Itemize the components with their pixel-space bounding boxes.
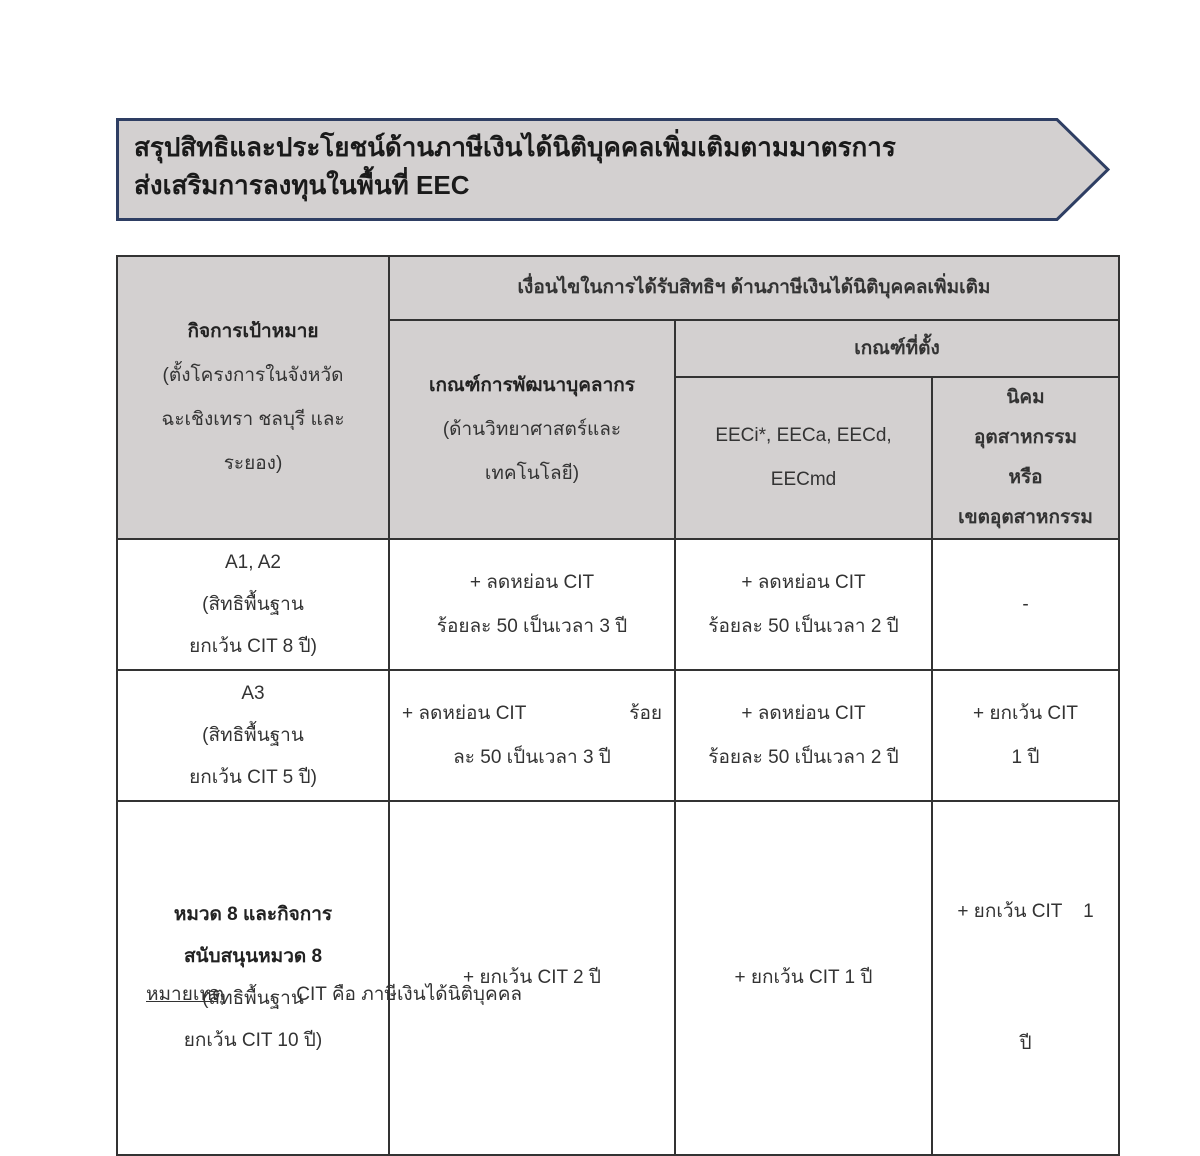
cell-personnel: + ยกเว้น CIT 2 ปี	[389, 801, 675, 1155]
table-row	[117, 670, 1119, 801]
table-row	[117, 539, 1119, 670]
title-banner	[116, 118, 1110, 221]
cell-estate: + ยกเว้น CIT 1 ปี	[932, 801, 1119, 1155]
header-industrial-estate: นิคม อุตสาหกรรม หรือ เขตอุตสาหกรรม	[932, 377, 1119, 539]
cell-target: A1, A2 (สิทธิพื้นฐาน ยกเว้น CIT 8 ปี)	[117, 539, 389, 670]
header-location: เกณฑ์ที่ตั้ง	[675, 320, 1119, 377]
header-eec-zones: EECi*, EECa, EECd, EECmd	[675, 377, 932, 539]
header-personnel-development: เกณฑ์การพัฒนาบุคลากร (ด้านวิทยาศาสตร์และ เทคโนโลยี)	[389, 320, 675, 539]
cell-target: A3 (สิทธิพื้นฐาน ยกเว้น CIT 5 ปี)	[117, 670, 389, 801]
header-row-1	[117, 256, 1119, 320]
title-line-1: สรุปสิทธิและประโยชน์ด้านภาษีเงินได้นิติบุคคลเพิ่มเติมตามมาตรการ	[134, 132, 896, 162]
cell-estate: + ยกเว้น CIT 1 ปี	[932, 670, 1119, 801]
header-conditions: เงื่อนไขในการได้รับสิทธิฯ ด้านภาษีเงินได้นิติบุคคลเพิ่มเติม	[389, 256, 1119, 320]
cell-estate: -	[932, 539, 1119, 670]
footnote-text: CIT คือ ภาษีเงินได้นิติบุคคล	[296, 984, 523, 1005]
cell-personnel: + ลดหย่อน CIT ร้อยละ 50 เป็นเวลา 3 ปี	[389, 539, 675, 670]
footnote-label: หมายเหตุ	[146, 984, 225, 1005]
cell-personnel: + ลดหย่อน CIT ร้อย ละ 50 เป็นเวลา 3 ปี	[389, 670, 675, 801]
cell-eec: + ลดหย่อน CIT ร้อยละ 50 เป็นเวลา 2 ปี	[675, 539, 932, 670]
tax-benefits-table	[116, 255, 1120, 1156]
title-line-2: ส่งเสริมการลงทุนในพื้นที่ EEC	[134, 170, 470, 200]
cell-target: หมวด 8 และกิจการ สนับสนุนหมวด 8 (สิทธิพื้นฐาน ยกเว้น CIT 10 ปี)	[117, 801, 389, 1155]
cell-eec: + ยกเว้น CIT 1 ปี	[675, 801, 932, 1155]
header-target-business: กิจการเป้าหมาย (ตั้งโครงการในจังหวัด ฉะเชิงเทรา ชลบุรี และ ระยอง)	[117, 256, 389, 539]
page-title	[134, 128, 1034, 204]
footnote	[146, 979, 522, 1009]
table-row	[117, 801, 1119, 1155]
cell-eec: + ลดหย่อน CIT ร้อยละ 50 เป็นเวลา 2 ปี	[675, 670, 932, 801]
